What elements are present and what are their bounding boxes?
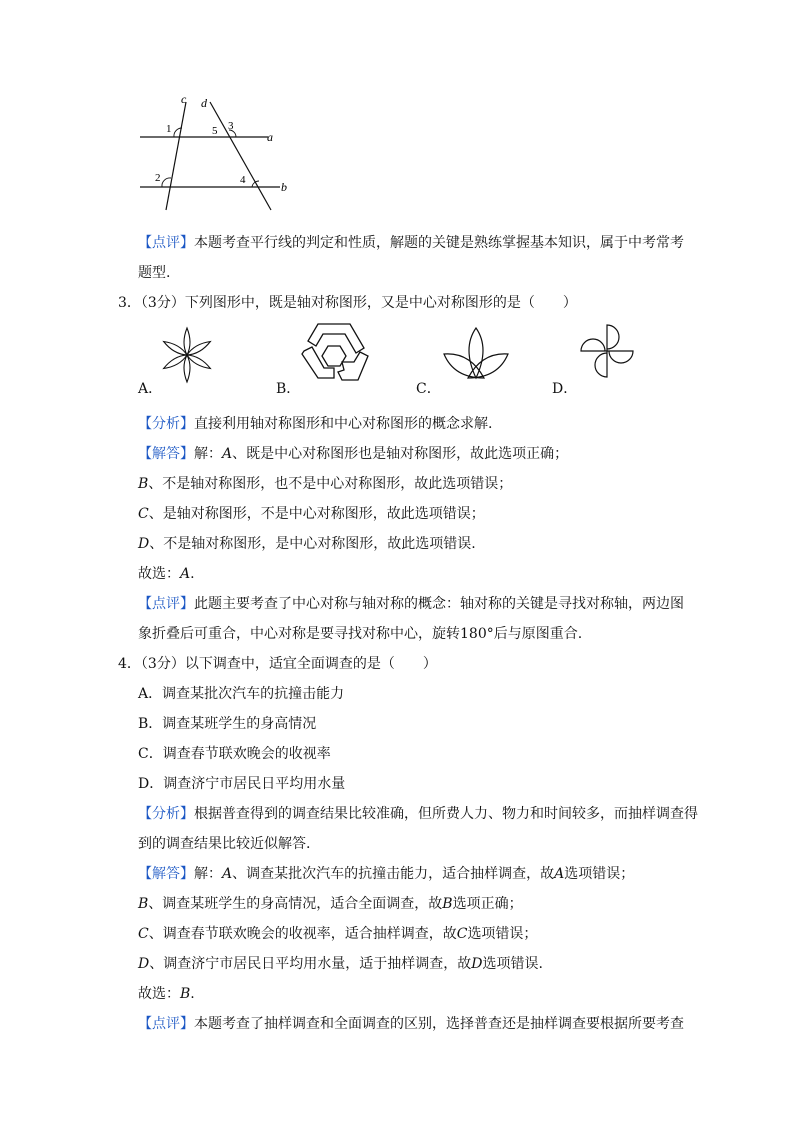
label-b: b: [281, 180, 287, 194]
option-letter: D: [471, 956, 483, 972]
question-stem: 3．（3分）下列图形中，既是轴对称图形，又是中心对称图形的是（ ）: [118, 295, 577, 311]
answer-text: 、是轴对称图形，不是中心对称图形，故此选项错误；: [148, 506, 485, 522]
answer-text: 、调查某批次汽车的抗撞击能力，适合抽样调查，故: [232, 866, 555, 882]
answer-tag: 【解答】: [138, 446, 194, 462]
q4-answer-d: [138, 954, 543, 974]
label-a: a: [267, 130, 273, 144]
label-3: 3: [228, 120, 234, 132]
analysis-text: 根据普查得到的调查结果比较准确，但所费人力、物力和时间较多，而抽样调查得: [194, 806, 698, 822]
analysis-text: 直接利用轴对称图形和中心对称图形的概念求解.: [194, 416, 493, 432]
q2-comment-line1: [138, 233, 684, 253]
option-text: B．调查某班学生的身高情况: [138, 716, 317, 732]
answer-tail: 选项错误.: [482, 956, 543, 972]
answer-text: 、不是轴对称图形，是中心对称图形，故此选项错误.: [149, 536, 476, 552]
q3-choose: 故选：A.: [138, 566, 195, 582]
option-c-lotus-figure: [440, 324, 512, 382]
answer-tail: 选项错误；: [467, 926, 538, 942]
answer-text: 、不是轴对称图形，也不是中心对称图形，故此选项错误；: [148, 476, 513, 492]
answer-text: 、调查某班学生的身高情况，适合全面调查，故: [148, 896, 443, 912]
option-c-label: C．: [416, 381, 441, 397]
q4-answer-c: [138, 924, 537, 944]
analysis-tag: 【分析】: [138, 416, 194, 432]
analysis-text: 到的调查结果比较近似解答.: [138, 836, 311, 852]
q4-option-c: [138, 744, 331, 764]
option-a-label: A．: [138, 381, 163, 397]
q4-answer-a: [138, 864, 634, 884]
option-d-label: D．: [552, 381, 578, 397]
option-letter: B: [138, 476, 149, 492]
q4-choose: 故选：B.: [138, 986, 195, 1002]
option-letter: C: [456, 926, 468, 942]
option-letter: A: [222, 866, 233, 882]
answer-text: 、既是中心对称图形也是轴对称图形，故此选项正确；: [232, 446, 569, 462]
q3-comment-line1: [138, 594, 684, 614]
choose-letter: B: [180, 986, 191, 1002]
label-4: 4: [240, 174, 246, 186]
label-d: d: [201, 96, 207, 110]
question-stem: 4．（3分）以下调查中，适宜全面调查的是（ ）: [118, 656, 437, 672]
label-c: c: [181, 92, 187, 106]
parallel-lines-figure: [130, 92, 300, 217]
option-text: A．调查某批次汽车的抗撞击能力: [138, 686, 345, 702]
q4-comment-line1: [138, 1014, 684, 1034]
option-letter: C: [138, 926, 149, 942]
q4-analysis-line2: [138, 834, 310, 854]
q4-option-a: [138, 684, 344, 704]
comment-text: 本题考查平行线的判定和性质，解题的关键是熟练掌握基本知识，属于中考常考: [194, 235, 684, 251]
q3-stem: [118, 293, 577, 313]
comment-tag: 【点评】: [138, 1016, 194, 1032]
choose-text: 故选：: [138, 986, 180, 1002]
q3-answer-d: [138, 534, 476, 554]
answer-tag: 【解答】: [138, 866, 194, 882]
option-letter: D: [138, 956, 150, 972]
comment-tag: 【点评】: [138, 235, 194, 251]
q3-comment-line2: [138, 624, 582, 644]
q3-answer-b: [138, 474, 512, 494]
option-letter: B: [138, 896, 149, 912]
answer-tail: 选项正确；: [452, 896, 523, 912]
answer-tail: 选项错误；: [564, 866, 635, 882]
option-b-recycle-figure: [298, 320, 370, 388]
q4-analysis-line1: [138, 804, 698, 824]
comment-text: 题型.: [138, 265, 171, 281]
q4-option-d: [138, 774, 345, 794]
analysis-tag: 【分析】: [138, 806, 194, 822]
q3-answer-c: [138, 504, 485, 524]
line-d: [210, 102, 271, 210]
q2-comment-line2: [138, 263, 170, 283]
option-d-pinwheel-figure: [578, 322, 636, 380]
option-text: C．调查春节联欢晚会的收视率: [138, 746, 331, 762]
comment-text: 象折叠后可重合，中心对称是要寻找对称中心，旋转180°后与原图重合.: [138, 626, 583, 642]
choose-text: 故选：: [138, 566, 180, 582]
q3-analysis: [138, 414, 492, 434]
option-text: D．调查济宁市居民日平均用水量: [138, 776, 346, 792]
option-letter: C: [138, 506, 149, 522]
comment-text: 本题考查了抽样调查和全面调查的区别，选择普查还是抽样调查要根据所要考查: [194, 1016, 684, 1032]
option-b-label: B．: [276, 381, 301, 397]
label-5: 5: [212, 125, 218, 137]
choose-letter: A: [180, 566, 191, 582]
line-c: [166, 102, 186, 210]
q4-answer-b: [138, 894, 523, 914]
option-letter: A: [222, 446, 233, 462]
answer-text: 、调查济宁市居民日平均用水量，适于抽样调查，故: [149, 956, 472, 972]
label-1: 1: [166, 123, 172, 135]
q4-option-b: [138, 714, 316, 734]
answer-prefix: 解：: [194, 446, 222, 462]
label-2: 2: [155, 172, 161, 184]
q3-answer-a: [138, 444, 568, 464]
option-a-flower-figure: [158, 326, 216, 384]
comment-text: 此题主要考查了中心对称与轴对称的概念：轴对称的关键是寻找对称轴，两边图: [194, 596, 684, 612]
option-letter: D: [138, 536, 150, 552]
q4-stem: [118, 654, 437, 674]
angle2-arc: [162, 178, 171, 187]
option-letter: A: [554, 866, 565, 882]
option-letter: B: [442, 896, 453, 912]
answer-prefix: 解：: [194, 866, 222, 882]
answer-text: 、调查春节联欢晚会的收视率，适合抽样调查，故: [148, 926, 457, 942]
comment-tag: 【点评】: [138, 596, 194, 612]
